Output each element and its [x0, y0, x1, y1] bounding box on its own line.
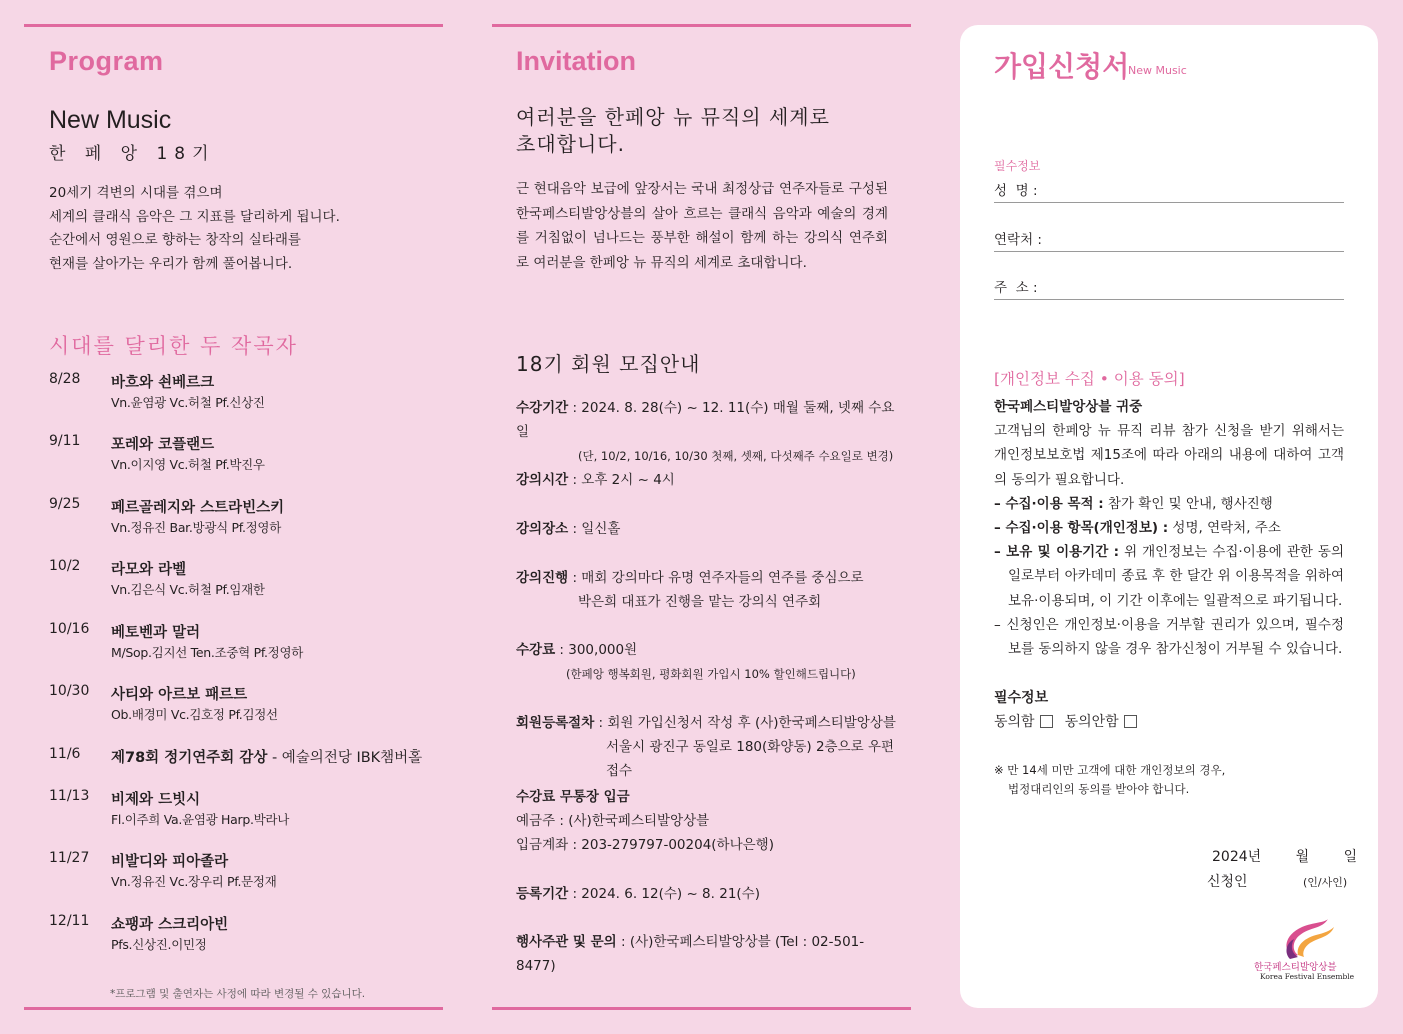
info-registration: [516, 711, 896, 783]
headline-line: 초대합니다.: [516, 132, 625, 156]
logo-korean-text: 한국페스티발앙상블: [1254, 962, 1337, 973]
program-date: 9/25: [49, 496, 81, 512]
program-item-title: [111, 746, 422, 767]
application-card: [960, 25, 1378, 1008]
info-note: (한페앙 행복회원, 평화회원 가입시 10% 할인해드립니다): [566, 667, 856, 681]
address-field[interactable]: [994, 276, 1344, 300]
agree-checkbox[interactable]: [1040, 715, 1053, 728]
program-item: [49, 850, 469, 900]
info-host: [516, 930, 896, 978]
program-performers: Vn.이지영 Vc.허철 Pf.박진우: [111, 457, 265, 472]
consent-value: 성명, 연락처, 주소: [1168, 520, 1281, 537]
program-performers: Vn.윤염광 Vc.허철 Pf.신상진: [111, 395, 265, 410]
info-fee: [516, 638, 896, 686]
required-label: 필수정보: [994, 159, 1041, 173]
info-label: 등록기간: [516, 886, 569, 902]
date-year: 2024년: [1212, 849, 1262, 865]
program-item-title: 페르골레지와 스트라빈스키: [111, 500, 285, 516]
info-value: : 회원 가입신청서 작성 후 (사)한국페스티발앙상블: [594, 715, 896, 731]
program-heading: Program: [49, 46, 164, 76]
address-label: 주 소 :: [994, 280, 1038, 296]
program-item: [49, 621, 469, 671]
info-label: 강의진행: [516, 570, 569, 586]
contact-label: 연락처 :: [994, 232, 1042, 248]
program-item-title: 포레와 코플랜드: [111, 437, 215, 453]
intro-line: 현재를 살아가는 우리가 함께 풀어봅니다.: [49, 255, 293, 272]
program-item-title-text: 제78회 정기연주회 감상: [111, 750, 268, 766]
consent-label: – 수집·이용 항목(개인정보) :: [994, 520, 1169, 537]
name-field[interactable]: [994, 179, 1344, 203]
program-venue: - 예술의전당 IBK챔버홀: [267, 750, 423, 766]
program-item-title: 쇼팽과 스크리아빈: [111, 917, 229, 933]
consent-label: – 수집·이용 목적 :: [994, 495, 1104, 512]
program-item-title: 사티와 아르보 패르트: [111, 687, 248, 703]
program-item: [49, 683, 469, 733]
minor-note: [994, 761, 1324, 799]
required-label-2: 필수정보: [994, 690, 1049, 706]
info-value: 예금주 : (사)한국페스티발앙상블: [516, 813, 710, 829]
info-label: 수강료 무통장 입금: [516, 789, 630, 805]
program-item-title: 바흐와 쇤베르크: [111, 375, 215, 391]
program-performers: M/Sop.김지선 Ten.조중혁 Pf.정영하: [111, 645, 304, 660]
info-value: : 2024. 8. 28(수) ~ 12. 11(수) 매월 둘째, 넷째 수요일: [516, 400, 895, 440]
program-item-title: 비발디와 피아졸라: [111, 854, 229, 870]
info-value: : 300,000원: [555, 642, 638, 658]
info-label: 강의시간: [516, 472, 569, 488]
form-title-sub: New Music: [1128, 64, 1187, 77]
program-performers: Fl.이주희 Va.윤염광 Harp.박라나: [111, 812, 289, 827]
date-row: [1212, 846, 1357, 866]
program-subtitle: 한 페 앙 18기: [49, 144, 216, 164]
consent-to: 한국페스티발앙상블 귀중: [994, 399, 1143, 415]
program-item-title: 베토벤과 말러: [111, 625, 201, 641]
info-time: [516, 468, 896, 492]
program-note: *프로그램 및 출연자는 사정에 따라 변경될 수 있습니다.: [110, 988, 366, 1000]
contact-field[interactable]: [994, 228, 1344, 252]
info-label: 수강기간: [516, 400, 569, 416]
program-item: [49, 558, 469, 608]
refuse-text: – 신청인은 개인정보·이용을 거부할 권리가 있으며, 필수정보를 동의하지 않을 경우 참가신청이 거부될 수 있습니다.: [994, 616, 1344, 658]
agree-label: 동의함: [994, 714, 1035, 730]
recruit-heading: 18기 회원 모집안내: [516, 352, 701, 376]
info-bank: [516, 785, 896, 857]
info-value: : 오후 2시 ~ 4시: [568, 472, 675, 488]
info-label: 회원등록절차: [516, 715, 595, 731]
program-item-title: 비제와 드빗시: [111, 792, 201, 808]
intro-line: 세계의 클래식 음악은 그 지표를 달리하게 됩니다.: [49, 208, 340, 225]
logo-english-text: Korea Festival Ensemble: [1260, 972, 1355, 981]
top-rule-middle: [492, 24, 911, 27]
info-value: : 2024. 6. 12(수) ~ 8. 21(수): [568, 886, 760, 902]
date-day: 일: [1343, 849, 1358, 865]
headline-line: 여러분을 한페앙 뉴 뮤직의 세계로: [516, 105, 830, 129]
invitation-heading: Invitation: [516, 46, 636, 76]
sign-row: [1207, 871, 1347, 891]
info-value: 입금계좌 : 203-279797-00204(하나은행): [516, 837, 774, 853]
consent-intro: 고객님의 한페앙 뉴 뮤직 리뷰 참가 신청을 받기 위해서는 개인정보보호법 제15조에 따라 아래의 내용에 대하여 고객의 동의가 필요합니다.: [994, 423, 1344, 488]
disagree-label: 동의안함: [1064, 714, 1119, 730]
program-performers: Vn.김은식 Vc.허철 Pf.임재한: [111, 582, 265, 597]
intro-line: 20세기 격변의 시대를 겪으며: [49, 185, 223, 201]
program-intro: [49, 182, 449, 276]
program-item: [49, 496, 469, 546]
info-label: 행사주관 및 문의: [516, 934, 617, 950]
info-label: 수강료: [516, 642, 556, 658]
form-title: 가입신청서: [994, 50, 1130, 83]
program-date: 10/30: [49, 683, 90, 699]
program-date: 9/11: [49, 433, 81, 449]
bottom-rule-left: [24, 1007, 443, 1010]
program-date: 8/28: [49, 371, 81, 387]
consent-heading: [개인정보 수집 • 이용 동의]: [994, 370, 1185, 388]
minor-note-line: ※ 만 14세 미만 고객에 대한 개인정보의 경우,: [994, 763, 1226, 777]
program-date: 11/13: [49, 788, 90, 804]
program-item: [49, 788, 469, 838]
disagree-checkbox[interactable]: [1124, 715, 1137, 728]
top-rule-left: [24, 24, 443, 27]
info-label: 강의장소: [516, 521, 569, 537]
info-place: [516, 517, 896, 541]
info-value: : (사)한국페스티발앙상블 (Tel : 02-501-8477): [516, 934, 865, 974]
info-note: (단, 10/2, 10/16, 10/30 첫째, 셋째, 다섯째주 수요일로 변경): [578, 449, 894, 463]
seal-label: (인/사인): [1303, 876, 1348, 889]
program-date: 10/16: [49, 621, 90, 637]
info-value: 박은희 대표가 진행을 맡는 강의식 연주회: [578, 594, 822, 610]
info-value: 서울시 광진구 동일로 180(화양동) 2층으로 우편접수: [606, 739, 895, 779]
program-performers: Pfs.신상진.이민정: [111, 937, 207, 952]
program-performers: Vn.정유진 Vc.장우리 Pf.문정재: [111, 874, 277, 889]
program-title: New Music: [49, 106, 172, 134]
consent-value: 위 개인정보는 수집·이용에 관한 동의일로부터 아카데미 종료 후 한 달간 위 이용목적을 위하여 보유·이용되며, 이 기간 이후에는 일괄적으로 파기됩니다.: [1008, 544, 1344, 609]
program-date: 11/27: [49, 850, 90, 866]
intro-line: 순간에서 영원으로 향하는 창작의 실타래를: [49, 232, 301, 248]
program-item: [49, 913, 469, 963]
info-period: [516, 396, 896, 468]
applicant-label: 신청인: [1207, 874, 1248, 890]
program-date: 12/11: [49, 913, 90, 929]
program-date: 11/6: [49, 746, 81, 762]
info-progress: [516, 566, 896, 614]
invitation-body: 근 현대음악 보급에 앞장서는 국내 최정상급 연주자들로 구성된 한국페스티발앙상블의 살아 흐르는 클래식 음악과 예술의 경계를 거침없이 넘나드는 풍부한 해설이 함께 하는 강의식 연주회로 여러분을 한페앙 뉴 뮤직의 세계로 초대합니다.: [516, 181, 888, 271]
bottom-rule-middle: [492, 1007, 911, 1010]
info-regperiod: [516, 882, 896, 906]
consent-label: – 보유 및 이용기간 :: [994, 544, 1120, 561]
consent-value: 참가 확인 및 안내, 행사진행: [1103, 495, 1273, 512]
info-value: : 매회 강의마다 유명 연주자들의 연주를 중심으로: [568, 570, 864, 586]
consent-body: [994, 395, 1344, 661]
info-value: : 일신홀: [568, 521, 621, 537]
program-item: [49, 433, 469, 483]
program-performers: Vn.정유진 Bar.방광식 Pf.정영하: [111, 520, 281, 535]
program-item: [49, 371, 469, 421]
program-performers: Ob.배경미 Vc.김호정 Pf.김정선: [111, 707, 278, 722]
date-month: 월: [1295, 849, 1310, 865]
minor-note-line: 법정대리인의 동의를 받아야 합니다.: [1008, 782, 1190, 796]
agree-row: [994, 711, 1149, 731]
program-item-title: 라모와 라벨: [111, 562, 187, 578]
invitation-headline: [516, 104, 896, 158]
program-date: 10/2: [49, 558, 81, 574]
composers-heading: 시대를 달리한 두 작곡자: [49, 334, 298, 358]
name-label: 성 명 :: [994, 183, 1038, 199]
